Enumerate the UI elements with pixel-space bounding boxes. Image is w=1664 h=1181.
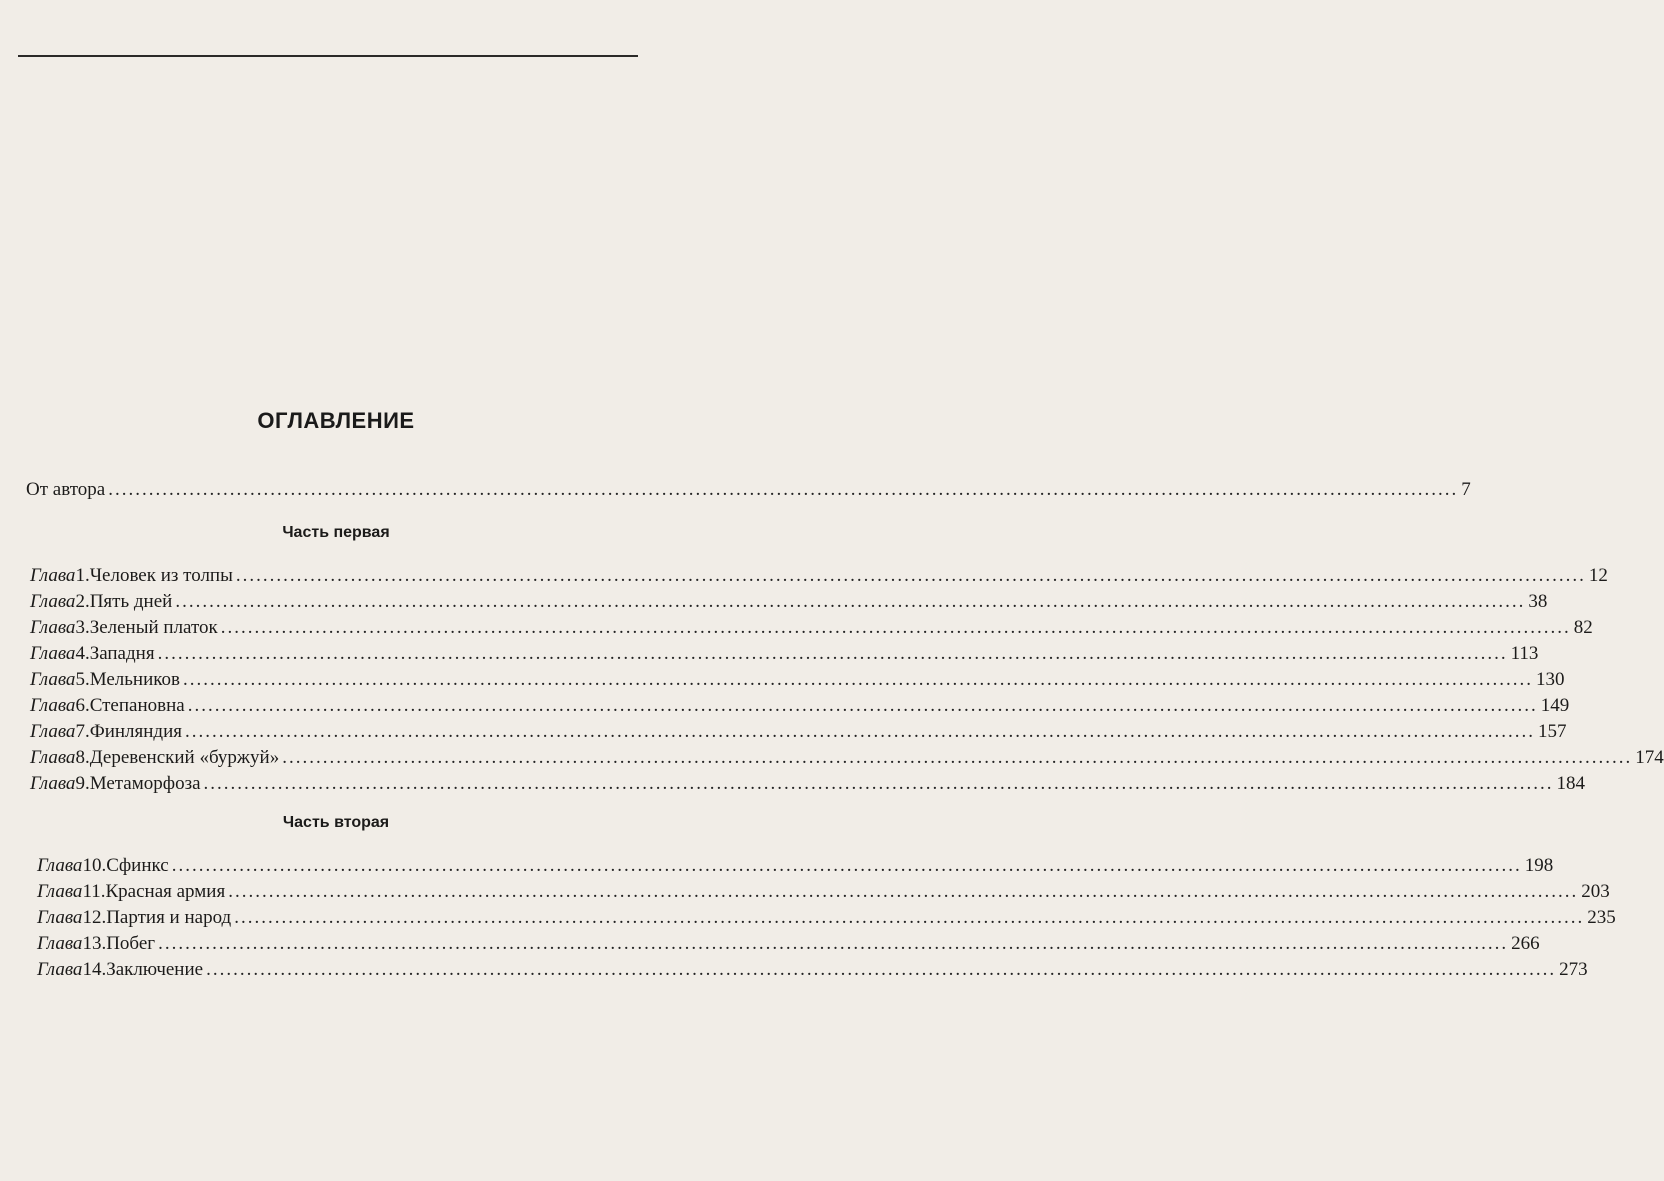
dot-leader: ........................................................................................................................................................................................................ bbox=[228, 881, 1579, 902]
dot-leader: ........................................................................................................................................................................................................ bbox=[234, 907, 1585, 928]
chapter-number: 5. bbox=[75, 669, 90, 690]
chapter-number: 2. bbox=[75, 591, 90, 612]
chapter-number: 1. bbox=[75, 565, 90, 586]
toc-entry-chapter[interactable] bbox=[30, 719, 1567, 745]
dot-leader: ........................................................................................................................................................................................................ bbox=[206, 959, 1557, 980]
toc-entry-chapter[interactable] bbox=[37, 905, 1616, 931]
chapter-page: 174 bbox=[1635, 747, 1664, 768]
chapter-page: 113 bbox=[1510, 643, 1539, 664]
chapter-page: 184 bbox=[1556, 773, 1586, 794]
chapter-prefix: Глава bbox=[30, 747, 76, 768]
dot-leader: ........................................................................................................................................................................................................ bbox=[220, 617, 1571, 638]
chapter-title: Степановна bbox=[89, 695, 185, 716]
chapter-page: 130 bbox=[1535, 669, 1565, 690]
chapter-number: 6. bbox=[75, 695, 90, 716]
page-title: ОГЛАВЛЕНИЕ bbox=[257, 408, 415, 433]
chapter-prefix: Глава bbox=[30, 695, 76, 716]
chapter-title: Пять дней bbox=[89, 591, 173, 612]
toc-entry-chapter[interactable] bbox=[37, 853, 1554, 879]
chapter-title: Человек из толпы bbox=[89, 565, 233, 586]
chapter-number: 10. bbox=[82, 855, 107, 876]
chapter-number: 14. bbox=[82, 959, 107, 980]
toc-entry-chapter[interactable] bbox=[30, 693, 1570, 719]
dot-leader: ........................................................................................................................................................................................................ bbox=[182, 669, 1533, 690]
dot-leader: ........................................................................................................................................................................................................ bbox=[235, 565, 1586, 586]
chapter-prefix: Глава bbox=[37, 959, 83, 980]
chapter-title: Сфинкс bbox=[106, 855, 169, 876]
toc-entry-chapter[interactable] bbox=[30, 589, 1548, 615]
chapter-prefix: Глава bbox=[37, 855, 83, 876]
chapter-page: 203 bbox=[1581, 881, 1610, 902]
toc-entry-chapter[interactable] bbox=[30, 641, 1539, 667]
dot-leader: ........................................................................................................................................................................................................ bbox=[171, 855, 1522, 876]
chapter-number: 11. bbox=[82, 881, 106, 902]
chapter-page: 82 bbox=[1573, 617, 1593, 638]
dot-leader: ........................................................................................................................................................................................................ bbox=[175, 591, 1526, 612]
dot-leader: ........................................................................................................................................................................................................ bbox=[203, 773, 1554, 794]
chapter-prefix: Глава bbox=[30, 643, 76, 664]
chapter-title: Красная армия bbox=[105, 881, 226, 902]
chapter-prefix: Глава bbox=[30, 565, 76, 586]
chapter-number: 8. bbox=[75, 747, 90, 768]
dot-leader: ........................................................................................................................................................................................................ bbox=[185, 721, 1535, 742]
toc-entry-chapter[interactable] bbox=[30, 667, 1565, 693]
chapter-title: Западня bbox=[89, 643, 155, 664]
chapter-prefix: Глава bbox=[30, 669, 76, 690]
dot-leader: ........................................................................................................................................................................................................ bbox=[108, 479, 1459, 500]
chapter-title: Деревенский «буржуй» bbox=[89, 747, 280, 768]
top-rule bbox=[18, 55, 638, 57]
chapter-page: 38 bbox=[1528, 591, 1548, 612]
chapter-title: Мельников bbox=[89, 669, 180, 690]
chapter-title: Партия и народ bbox=[106, 907, 232, 928]
chapter-number: 3. bbox=[75, 617, 90, 638]
toc-entry-chapter[interactable] bbox=[37, 931, 1540, 957]
chapter-title: Зеленый платок bbox=[89, 617, 218, 638]
chapter-prefix: Глава bbox=[30, 721, 76, 742]
chapter-title: Побег bbox=[106, 933, 156, 954]
dot-leader: ........................................................................................................................................................................................................ bbox=[158, 933, 1509, 954]
chapter-prefix: Глава bbox=[30, 617, 76, 638]
chapter-page: 266 bbox=[1511, 933, 1540, 954]
toc-entry-intro[interactable] bbox=[26, 477, 1471, 503]
toc-entry-chapter[interactable] bbox=[30, 563, 1608, 589]
chapter-number: 9. bbox=[75, 773, 90, 794]
chapter-page: 198 bbox=[1524, 855, 1554, 876]
chapter-title: Метаморфоза bbox=[89, 773, 201, 794]
chapter-title: Заключение bbox=[106, 959, 204, 980]
dot-leader: ........................................................................................................................................................................................................ bbox=[187, 695, 1538, 716]
chapter-prefix: Глава bbox=[30, 773, 76, 794]
dot-leader: ........................................................................................................................................................................................................ bbox=[157, 643, 1508, 664]
chapter-number: 13. bbox=[82, 933, 107, 954]
chapter-title: Финляндия bbox=[89, 721, 182, 742]
chapter-page: 149 bbox=[1540, 695, 1570, 716]
chapter-prefix: Глава bbox=[37, 881, 83, 902]
chapter-prefix: Глава bbox=[37, 933, 83, 954]
dot-leader: ........................................................................................................................................................................................................ bbox=[282, 747, 1633, 768]
chapter-page: 235 bbox=[1587, 907, 1616, 928]
part-heading: Часть первая bbox=[282, 524, 390, 541]
chapter-page: 12 bbox=[1588, 565, 1608, 586]
intro-label: От автора bbox=[26, 479, 106, 500]
toc-entry-chapter[interactable] bbox=[30, 771, 1586, 797]
chapter-prefix: Глава bbox=[30, 591, 76, 612]
chapter-page: 273 bbox=[1559, 959, 1588, 980]
part-heading: Часть вторая bbox=[282, 814, 390, 831]
intro-page: 7 bbox=[1461, 479, 1471, 500]
toc-entry-chapter[interactable] bbox=[37, 879, 1610, 905]
chapter-number: 12. bbox=[82, 907, 107, 928]
toc-entry-chapter[interactable] bbox=[30, 745, 1664, 771]
chapter-number: 4. bbox=[75, 643, 90, 664]
chapter-number: 7. bbox=[75, 721, 90, 742]
toc-entry-chapter[interactable] bbox=[30, 615, 1593, 641]
chapter-page: 157 bbox=[1538, 721, 1567, 742]
chapter-prefix: Глава bbox=[37, 907, 83, 928]
toc-entry-chapter[interactable] bbox=[37, 957, 1588, 983]
